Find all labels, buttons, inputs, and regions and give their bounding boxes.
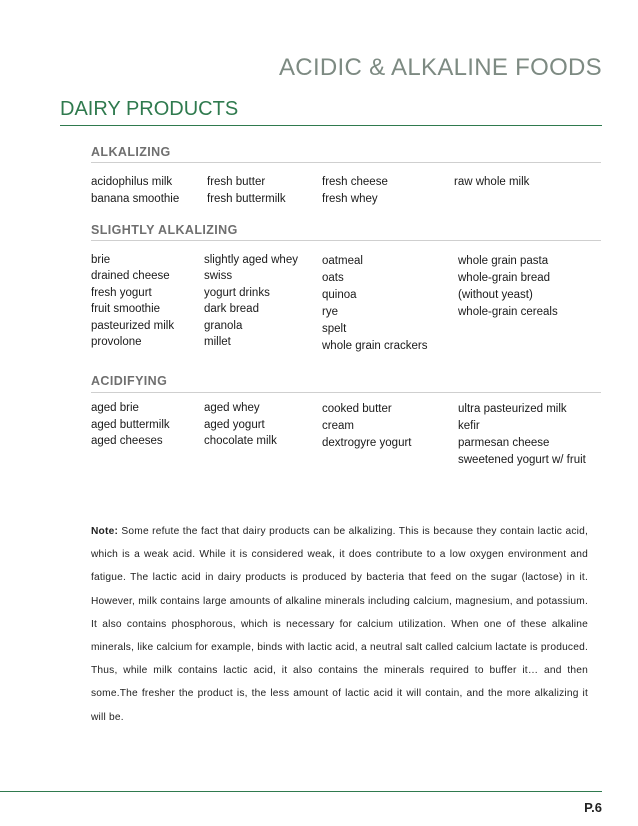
- slightly-alkalizing-col-4: [458, 253, 558, 321]
- category-rule: [91, 240, 601, 241]
- food-item: sweetened yogurt w/ fruit: [458, 454, 586, 466]
- footer-rule: [0, 791, 602, 792]
- food-item: aged whey: [204, 402, 260, 414]
- category-heading-acidifying: ACIDIFYING: [91, 374, 168, 388]
- food-item: brie: [91, 254, 111, 266]
- food-item: dextrogyre yogurt: [322, 437, 412, 449]
- acidifying-col-1: [91, 400, 170, 450]
- note-text: Some refute the fact that dairy products can be alkalizing. This is because they contain lactic acid, which is a weak acid. While it is considered weak, it does contribute to a low oxygen environment and fatigue. The lactic acid in dairy products is produced by bacteria that feed on the sugar (lactose) in it. However, milk contains large amounts of alkaline minerals including calcium, magnesium, and potassium. It also contains phosphorous, which is necessary for calcium utilization. When one of these alkaline minerals, like calcium for example, binds with lactic acid, a neutral salt called calcium lactate is produced. Thus, while milk contains lactic acid, it also contains the minerals required to buffer it… and then some.The fresher the product is, the less amount of lactic acid it will contain, and the more alkalizing it will be.: [91, 526, 588, 723]
- food-item: whole grain crackers: [322, 340, 428, 352]
- food-item: aged buttermilk: [91, 418, 170, 431]
- section-rule: [60, 125, 602, 126]
- food-item: rye: [322, 306, 338, 318]
- food-item: ultra pasteurized milk: [458, 403, 567, 415]
- food-item: quinoa: [322, 289, 357, 301]
- category-heading-alkalizing: ALKALIZING: [91, 145, 171, 159]
- page-header-title: ACIDIC & ALKALINE FOODS: [279, 54, 602, 81]
- food-item: raw whole milk: [454, 176, 530, 188]
- food-item: dark bread: [204, 303, 259, 316]
- note-paragraph: [91, 520, 588, 729]
- category-rule: [91, 392, 601, 393]
- food-item: provolone: [91, 336, 142, 349]
- alkalizing-col-2: [207, 174, 286, 207]
- food-item: whole grain pasta: [458, 255, 549, 267]
- note-label: Note:: [91, 526, 119, 537]
- food-item: pasteurized milk: [91, 319, 175, 332]
- food-item: parmesan cheese: [458, 437, 550, 449]
- food-item: slightly aged whey: [204, 254, 298, 266]
- food-item: fresh butter: [207, 176, 266, 188]
- food-item: (without yeast): [458, 289, 533, 301]
- food-item: chocolate milk: [204, 435, 277, 447]
- food-item: kefir: [458, 420, 480, 432]
- food-item: aged yogurt: [204, 418, 265, 431]
- acidifying-col-3: [322, 401, 412, 452]
- alkalizing-col-4: [454, 174, 529, 191]
- page-number: P.6: [584, 800, 602, 815]
- food-item: oatmeal: [322, 255, 363, 267]
- food-item: oats: [322, 272, 344, 284]
- food-item: drained cheese: [91, 270, 170, 283]
- food-item: banana smoothie: [91, 192, 180, 205]
- food-item: granola: [204, 319, 243, 332]
- food-item: fruit smoothie: [91, 303, 161, 316]
- food-item: yogurt drinks: [204, 286, 270, 299]
- food-item: cream: [322, 420, 354, 432]
- food-item: fresh cheese: [322, 176, 388, 188]
- food-item: swiss: [204, 270, 233, 283]
- slightly-alkalizing-col-3: [322, 253, 427, 355]
- food-item: aged cheeses: [91, 435, 163, 447]
- food-item: whole-grain cereals: [458, 306, 558, 318]
- food-item: acidophilus milk: [91, 176, 173, 188]
- food-item: millet: [204, 336, 231, 349]
- food-item: fresh whey: [322, 192, 378, 205]
- food-item: spelt: [322, 323, 347, 335]
- slightly-alkalizing-col-2: [204, 252, 298, 350]
- slightly-alkalizing-col-1: [91, 252, 174, 350]
- food-item: aged brie: [91, 402, 139, 414]
- acidifying-col-4: [458, 401, 586, 469]
- food-item: whole-grain bread: [458, 272, 551, 284]
- alkalizing-col-3: [322, 174, 388, 207]
- acidifying-col-2: [204, 400, 277, 450]
- section-title: DAIRY PRODUCTS: [60, 98, 239, 120]
- food-item: fresh buttermilk: [207, 192, 286, 205]
- category-heading-slightly-alkalizing: SLIGHTLY ALKALIZING: [91, 223, 238, 237]
- category-rule: [91, 162, 601, 163]
- alkalizing-col-1: [91, 174, 179, 207]
- food-item: cooked butter: [322, 403, 392, 415]
- food-item: fresh yogurt: [91, 286, 152, 299]
